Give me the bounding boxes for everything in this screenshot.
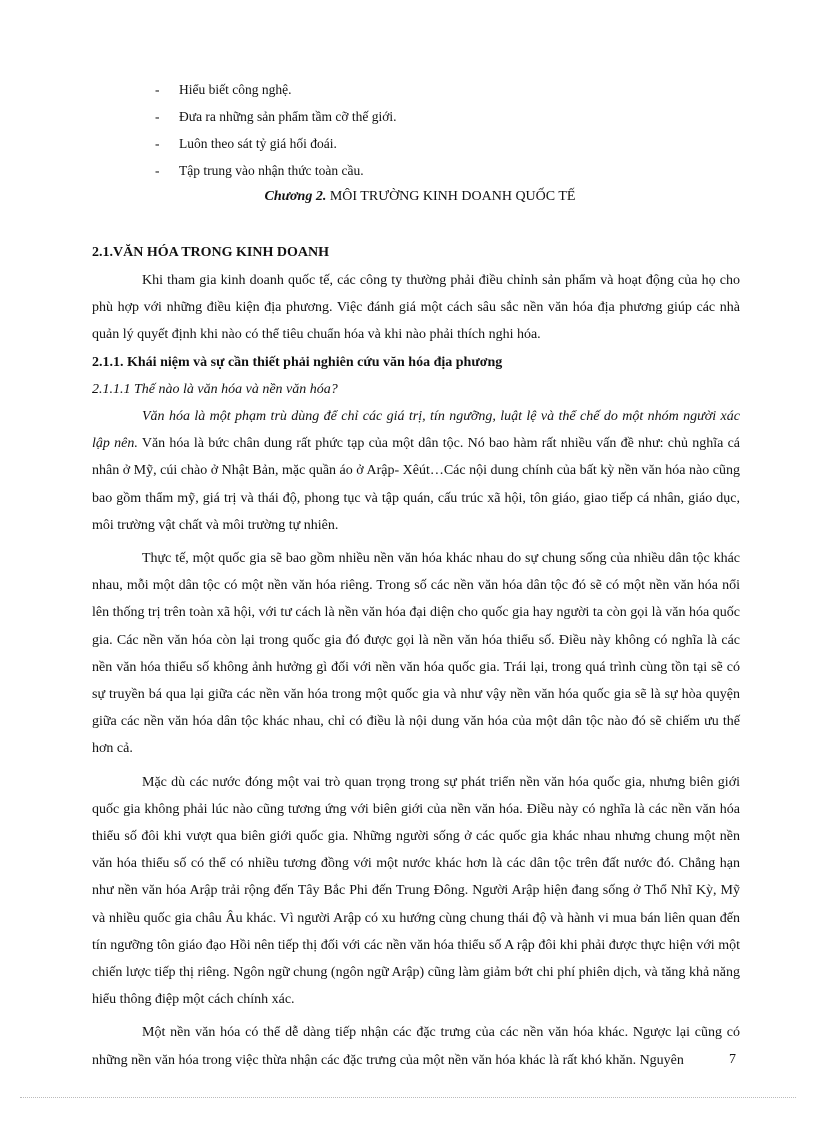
paragraph: Một nền văn hóa có thể dễ dàng tiếp nhận các đặc trưng của các nền văn hóa khác. Ngược lại cũng có những nền văn hóa trong việc thừa nhận các đặc trưng của một nền văn hóa khác là rất khó khăn. Nguyên bbox=[92, 1025, 740, 1068]
bullet-text: Hiểu biết công nghệ. bbox=[179, 82, 292, 97]
chapter-prefix: Chương 2. bbox=[264, 189, 327, 204]
body-text bbox=[92, 267, 740, 1074]
bullet-text: Luôn theo sát tỷ giá hối đoái. bbox=[179, 136, 337, 151]
subsection-heading: 2.1.1. Khái niệm và sự cần thiết phải nghiên cứu văn hóa địa phương bbox=[92, 354, 503, 370]
definition-rest: Văn hóa là bức chân dung rất phức tạp của một dân tộc. Nó bao hàm rất nhiều vấn đề như: chủ nghĩa cá nhân ở Mỹ, cúi chào ở Nhật Bản, mặc quần áo ở Arập- Xêút…Các nội dung chính của bất kỳ nền văn hóa nào cũng bao gồm thẩm mỹ, giá trị và thái độ, phong tục và tập quán, cấu trúc xã hội, tôn giáo, giao tiếp cá nhân, giáo dục, môi trường vật chất và môi trường tự nhiên. bbox=[92, 436, 741, 533]
paragraph: Thực tế, một quốc gia sẽ bao gồm nhiều nền văn hóa khác nhau do sự chung sống của nhiều dân tộc khác nhau, mỗi một dân tộc có một nền văn hóa riêng. Trong số các nền văn hóa dân tộc đó sẽ có một nền văn hóa nổi lên thống trị trên toàn xã hội, với tư cách là nền văn hóa đại diện cho quốc gia hay người ta còn gọi là văn hóa quốc gia. Các nền văn hóa còn lại trong quốc gia đó được gọi là nền văn hóa thiểu số. Điều này không có nghĩa là các nền văn hóa thiểu số không ảnh hưởng gì đối với nền văn hóa quốc gia. Trái lại, trong quá trình cùng tồn tại sẽ có sự truyền bá qua lại giữa các nền văn hóa trong một quốc gia và như vậy nền văn hóa quốc gia sẽ là sự hòa quyện giữa các nền văn hóa dân tộc khác nhau, chỉ có điều là nội dung văn hóa của một dân tộc nào đó sẽ chiếm ưu thế hơn cả. bbox=[92, 551, 740, 757]
definition-paragraph bbox=[92, 403, 740, 539]
footer-divider bbox=[20, 1097, 796, 1098]
bullet-text: Đưa ra những sản phẩm tầm cỡ thế giới. bbox=[179, 109, 397, 124]
chapter-title: MÔI TRƯỜNG KINH DOANH QUỐC TẾ bbox=[329, 189, 576, 204]
paragraph: Mặc dù các nước đóng một vai trò quan trọng trong sự phát triển nền văn hóa quốc gia, nhưng biên giới quốc gia không phải lúc nào cũng tương ứng với biên giới của nền văn hóa. Điều này có nghĩa là các nền văn hóa thiểu số đôi khi vượt qua biên giới quốc gia. Những người sống ở các quốc gia khác nhau nhưng chung một nền văn hóa thiểu số có thể có nhiều tương đồng với một nước khác hơn là các dân tộc trên đất nước đó. Chẳng hạn như nền văn hóa Arập trải rộng đến Tây Bắc Phi đến Trung Đông. Người Arập hiện đang sống ở Thổ Nhĩ Kỳ, Mỹ và nhiều quốc gia châu Âu khác. Vì người Arập có xu hướng cùng chung thái độ và hành vi mua bán liên quan đến tín ngưỡng tôn giáo đạo Hồi nên tiếp thị đối với các nền văn hóa thiểu số A rập đôi khi phải được thực hiện với một chiến lược tiếp thị riêng. Ngôn ngữ chung (ngôn ngữ Arập) cũng làm giảm bớt chi phí phiên dịch, và tăng khả năng hiểu thông điệp một cách chính xác. bbox=[92, 774, 740, 1008]
bullet-marker: - bbox=[155, 109, 160, 124]
bullet-marker: - bbox=[155, 136, 160, 151]
bullet-item bbox=[155, 161, 715, 188]
bullet-marker: - bbox=[155, 82, 160, 97]
bullet-item bbox=[155, 107, 715, 134]
definition-italic: Văn hóa là một phạm trù dùng để chỉ các giá trị, tín ngưỡng, luật lệ và thể chế do một nhóm người xác lập nên. bbox=[92, 409, 740, 452]
chapter-heading bbox=[90, 189, 750, 205]
page-number: 7 bbox=[729, 1052, 736, 1067]
bullet-marker: - bbox=[155, 163, 160, 178]
bullet-item bbox=[155, 134, 715, 161]
bullet-item bbox=[155, 80, 715, 107]
bullet-list bbox=[155, 80, 715, 188]
bullet-text: Tập trung vào nhận thức toàn cầu. bbox=[179, 163, 364, 178]
intro-paragraph: Khi tham gia kinh doanh quốc tế, các công ty thường phải điều chỉnh sản phẩm và hoạt động của họ cho phù hợp với những điều kiện địa phương. Việc đánh giá một cách sâu sắc nền văn hóa địa phương giúp các nhà quản lý quyết định khi nào có thể tiêu chuẩn hóa và khi nào phải thích nghi hóa. bbox=[92, 273, 740, 343]
section-heading: 2.1.VĂN HÓA TRONG KINH DOANH bbox=[92, 245, 329, 260]
subsubsection-heading: 2.1.1.1 Thế nào là văn hóa và nền văn hóa? bbox=[92, 381, 338, 397]
